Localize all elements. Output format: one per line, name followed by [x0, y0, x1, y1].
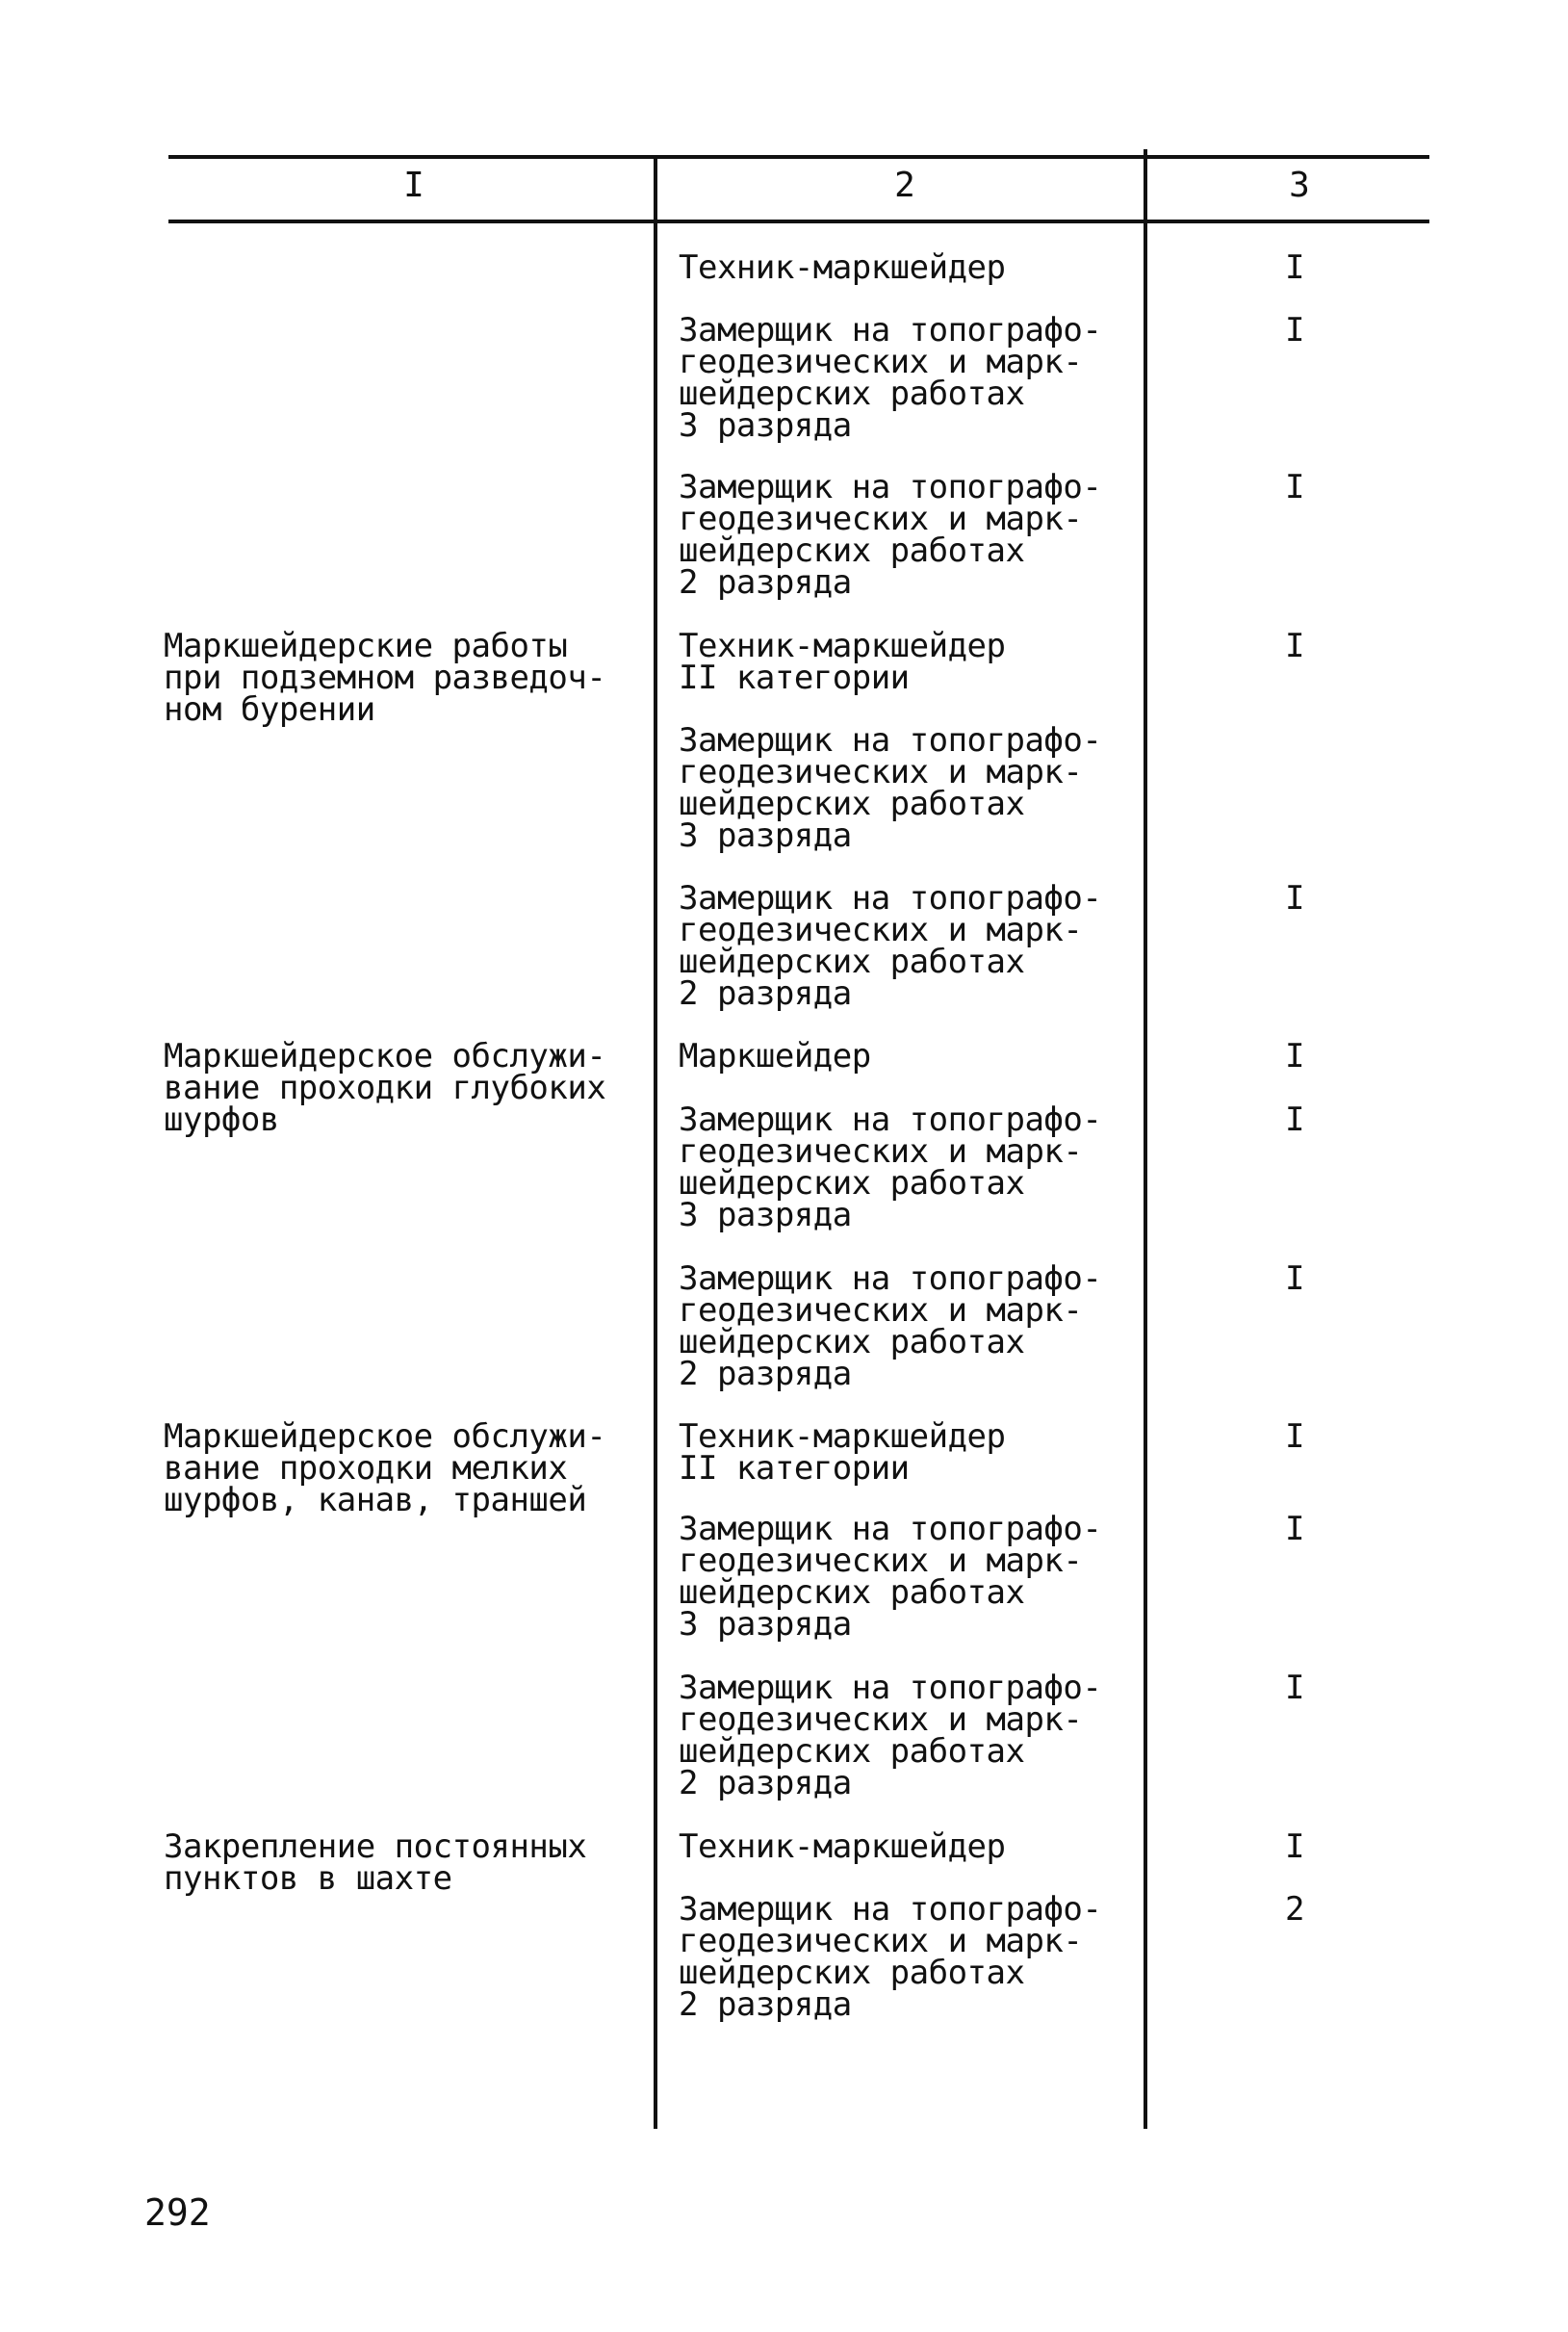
work-type-cell: Маркшейдерское обслужи- вание проходки мелких шурфов, канав, траншей: [164, 1417, 606, 1519]
column-divider-2: [1144, 149, 1147, 2129]
count-cell: 2: [1285, 1890, 1304, 1929]
position-cell: Техник-маркшейдер: [679, 248, 1006, 287]
column-divider-1: [654, 155, 657, 2129]
table-top-rule: [168, 155, 1429, 159]
count-cell: I: [1285, 248, 1304, 287]
position-cell: Техник-маркшейдер: [679, 1827, 1006, 1866]
position-cell: Замерщик на топографо- геодезических и марк- шейдерских работах 2 разряда: [679, 1890, 1102, 2024]
position-cell: Замерщик на топографо- геодезических и марк- шейдерских работах 2 разряда: [679, 468, 1102, 602]
position-cell: Техник-маркшейдер II категории: [679, 627, 1006, 697]
page-number: 292: [144, 2191, 211, 2234]
column-header-3: 3: [1289, 166, 1310, 205]
position-cell: Замерщик на топографо- геодезических и марк- шейдерских работах 3 разряда: [679, 721, 1102, 855]
count-cell: I: [1285, 311, 1304, 350]
position-cell: Замерщик на топографо- геодезических и марк- шейдерских работах 3 разряда: [679, 1510, 1102, 1644]
count-cell: I: [1285, 1827, 1304, 1866]
work-type-cell: Маркшейдерские работы при подземном разведоч- ном бурении: [164, 627, 606, 729]
position-cell: Замерщик на топографо- геодезических и марк- шейдерских работах 3 разряда: [679, 311, 1102, 445]
column-header-2: 2: [894, 166, 915, 205]
count-cell: I: [1285, 627, 1304, 665]
position-cell: Замерщик на топографо- геодезических и марк- шейдерских работах 2 разряда: [679, 1259, 1102, 1393]
count-cell: I: [1285, 1510, 1304, 1548]
count-cell: I: [1285, 879, 1304, 918]
position-cell: Маркшейдер: [679, 1037, 871, 1075]
position-cell: Техник-маркшейдер II категории: [679, 1417, 1006, 1488]
header-bottom-rule: [168, 220, 1429, 223]
work-type-cell: Закрепление постоянных пунктов в шахте: [164, 1827, 587, 1898]
position-cell: Замерщик на топографо- геодезических и марк- шейдерских работах 3 разряда: [679, 1101, 1102, 1234]
column-header-1: I: [403, 166, 424, 205]
count-cell: I: [1285, 1417, 1304, 1456]
work-type-cell: Маркшейдерское обслужи- вание проходки глубоких шурфов: [164, 1037, 606, 1139]
count-cell: I: [1285, 1259, 1304, 1298]
count-cell: I: [1285, 1037, 1304, 1075]
count-cell: I: [1285, 1669, 1304, 1707]
count-cell: I: [1285, 1101, 1304, 1139]
count-cell: I: [1285, 468, 1304, 506]
position-cell: Замерщик на топографо- геодезических и марк- шейдерских работах 2 разряда: [679, 879, 1102, 1013]
position-cell: Замерщик на топографо- геодезических и марк- шейдерских работах 2 разряда: [679, 1669, 1102, 1802]
